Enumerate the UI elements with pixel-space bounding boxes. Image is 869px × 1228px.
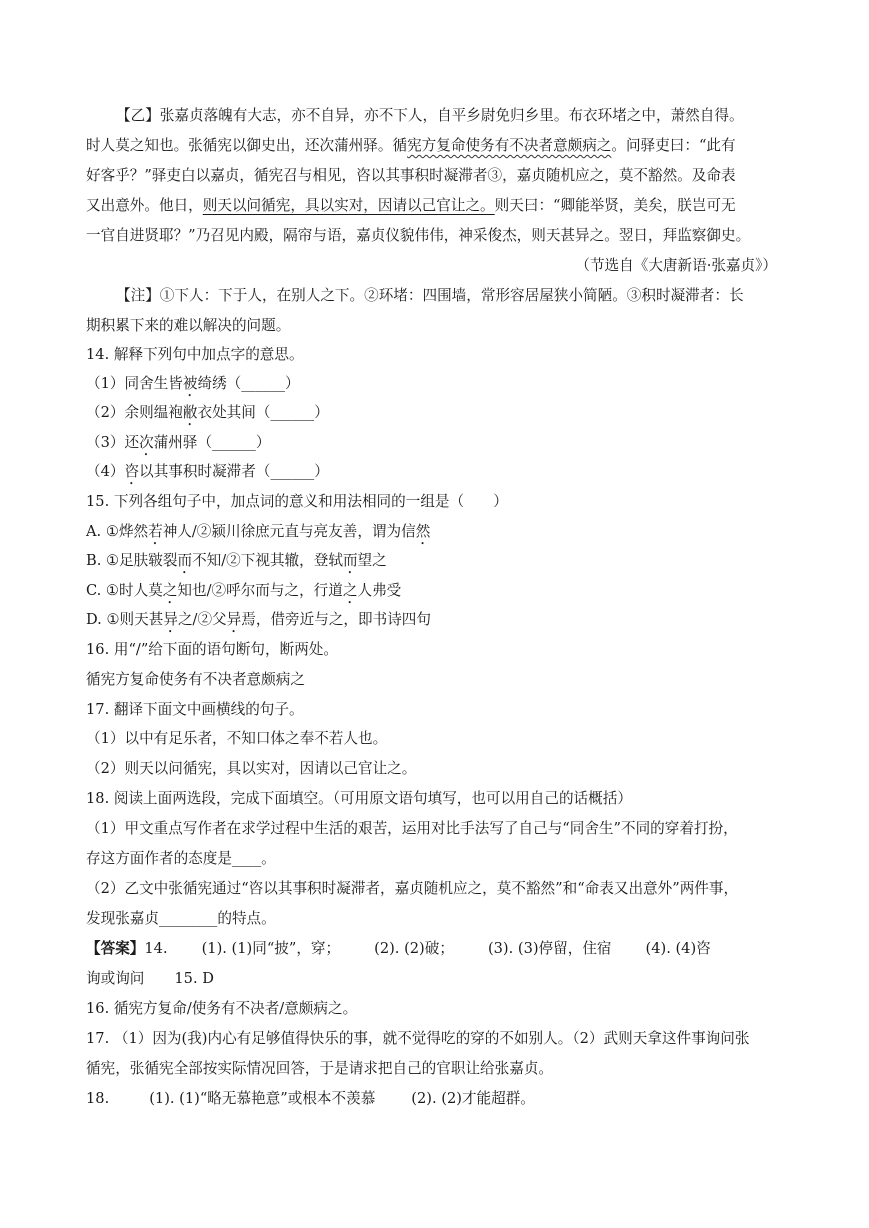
item-text: 蒲州驿（______） bbox=[153, 434, 271, 451]
dotted-char: 次 bbox=[139, 434, 154, 451]
passage-line-5: 一官自进贤耶？”乃召见内殿，隔帘与语，嘉贞仪貌伟伟，神采俊杰，则天甚异之。翌日，拜监察御史。 bbox=[86, 227, 751, 244]
question-18-part-2-line-2: 发现张嘉贞________的特点。 bbox=[86, 910, 276, 927]
item-text: 绮绣（______） bbox=[197, 375, 300, 392]
answer-tag: 【答案】 bbox=[86, 940, 145, 957]
question-18-part-2-line-1: （2）乙文中张循宪通过“咨以其事积时凝滞者，嘉贞随机应之，莫不豁然”和“命表又出意外”两件事， bbox=[86, 880, 739, 897]
dotted-char: 然 bbox=[415, 523, 431, 540]
item-text: 以其事积时凝滞者（______） bbox=[139, 463, 329, 480]
answer-14-item-4: (4). (4)咨 bbox=[645, 940, 711, 957]
answer-17-line-1: 17. （1）因为(我)内心有足够值得快乐的事，就不觉得吃的穿的不如别人。（2）武则天拿这件事询问张 bbox=[86, 1030, 750, 1047]
answer-14-item-1: (1). (1)同“披”，穿； bbox=[201, 940, 341, 957]
question-15-stem: 15. 下列各组句子中，加点词的意义和用法相同的一组是（ ） bbox=[86, 493, 508, 510]
option-text: 人弗受 bbox=[357, 582, 402, 599]
question-16-stem: 16. 用“/”给下面的语句断句，断两处。 bbox=[86, 641, 338, 658]
passage-line-2 bbox=[86, 136, 736, 156]
answer-18 bbox=[86, 1089, 535, 1109]
passage-line-4 bbox=[86, 196, 736, 216]
option-text: C. ①时人莫 bbox=[86, 582, 163, 599]
option-text: 神人/②颍川徐庶元直与亮友善，谓为信 bbox=[162, 523, 416, 540]
answer-18-item-2: (2). (2)才能超群。 bbox=[411, 1090, 535, 1107]
dotted-char: 咨 bbox=[124, 463, 140, 480]
answer-14-item-2: (2). (2)破； bbox=[374, 940, 454, 957]
dotted-char: 异 bbox=[163, 611, 178, 628]
answer-14-item-4-cont: 询或询问 bbox=[86, 970, 145, 987]
dotted-char: 异 bbox=[226, 611, 242, 628]
item-text: （1）同舍生皆 bbox=[86, 375, 183, 392]
item-text: （2）余则缊袍 bbox=[86, 404, 183, 421]
question-14-item-1 bbox=[86, 374, 300, 400]
question-15-option-a bbox=[86, 522, 430, 548]
notes-line-2: 期积累下来的难以解决的问题。 bbox=[86, 317, 291, 334]
option-text: 焉，借旁近与之，即书诗四句 bbox=[241, 611, 431, 628]
answer-14-continued bbox=[86, 969, 214, 989]
question-14-item-4 bbox=[86, 462, 329, 488]
question-18-part-1-line-2: 存这方面作者的态度是____。 bbox=[86, 850, 276, 867]
item-text: （3）还 bbox=[86, 434, 140, 451]
passage-text: 时人莫之知也。张循宪以御史出，还次蒲州驿。循 bbox=[86, 137, 408, 154]
dotted-char: 而 bbox=[177, 552, 193, 569]
answer-14-item-3: (3). (3)停留，住宿 bbox=[487, 940, 612, 957]
question-15-option-c bbox=[86, 581, 401, 607]
answer-18-item-1: (1). (1)“略无慕艳意”或根本不羡慕 bbox=[149, 1090, 376, 1107]
question-14-item-2 bbox=[86, 403, 329, 429]
item-text: 衣处其间（______） bbox=[197, 404, 329, 421]
wavy-underlined-sentence: 宪方复命使务有不决者意颇病之 bbox=[407, 137, 612, 154]
question-14-stem: 14. 解释下列句中加点字的意思。 bbox=[86, 346, 304, 363]
underlined-sentence: 则天以问循宪，具以实对，因请以己官让之。 bbox=[202, 197, 495, 214]
answer-number: 18. bbox=[86, 1090, 110, 1107]
dotted-char: 而 bbox=[342, 552, 358, 569]
option-text: A. ①烨然 bbox=[86, 523, 149, 540]
question-16-text: 循宪方复命使务有不决者意颇病之 bbox=[86, 671, 305, 688]
passage-line-3: 好客乎？”驿吏白以嘉贞，循宪召与相见，咨以其事积时凝滞者③，嘉贞随机应之，莫不豁然。及命表 bbox=[86, 167, 736, 184]
dotted-char: 若 bbox=[148, 523, 163, 540]
option-text: D. ①则天甚 bbox=[86, 611, 164, 628]
option-text: 不知/②下视其辙，登轼 bbox=[192, 552, 343, 569]
question-15-option-b bbox=[86, 551, 387, 577]
answer-17-line-2: 循宪，张循宪全部按实际情况回答，于是请求把自己的官职让给张嘉贞。 bbox=[86, 1060, 554, 1077]
question-15-option-d bbox=[86, 610, 431, 636]
answer-16: 16. 循宪方复命/使务有不决者/意颇病之。 bbox=[86, 1000, 358, 1017]
option-text: 知也/②呼尔而与之，行道 bbox=[177, 582, 343, 599]
question-18-stem: 18. 阅读上面两选段，完成下面填空。（可用原文语句填写，也可以用自己的话概括） bbox=[86, 790, 632, 807]
dotted-char: 之 bbox=[162, 582, 178, 599]
passage-line-1: 【乙】张嘉贞落魄有大志，亦不自异，亦不下人，自平乡尉免归乡里。布衣环堵之中，萧然自得。 bbox=[116, 107, 744, 124]
passage-source: （节选自《大唐新语·张嘉贞》） bbox=[575, 257, 777, 274]
answer-number: 14. bbox=[144, 940, 168, 957]
option-text: 之/②父 bbox=[177, 611, 227, 628]
item-text: （4） bbox=[86, 463, 125, 480]
answer-14-line bbox=[86, 939, 711, 959]
passage-text: 又出意外。他日， bbox=[86, 197, 203, 214]
option-text: 望之 bbox=[357, 552, 387, 569]
option-text: B. ①足肤皲裂 bbox=[86, 552, 178, 569]
question-14-item-3 bbox=[86, 433, 270, 459]
dotted-char: 被 bbox=[182, 375, 198, 392]
question-17-sentence-1: （1）以中有足乐者，不知口体之奉不若人也。 bbox=[86, 730, 388, 747]
question-17-stem: 17. 翻译下面文中画横线的句子。 bbox=[86, 701, 304, 718]
answer-15: 15. D bbox=[174, 970, 214, 987]
dotted-char: 之 bbox=[342, 582, 358, 599]
dotted-char: 敝 bbox=[182, 404, 198, 421]
question-18-part-1-line-1: （1）甲文重点写作者在求学过程中生活的艰苦，运用对比手法写了自己与“同舍生”不同的穿着打扮， bbox=[86, 820, 738, 837]
passage-text: 则天曰：“卿能举贤，美矣，朕岂可无 bbox=[494, 197, 736, 214]
notes-line-1: 【注】①下人：下于人，在别人之下。②环堵：四围墙，常形容居屋狭小简陋。③积时凝滞者：长 bbox=[116, 287, 744, 304]
passage-text: 。问驿吏曰：“此有 bbox=[611, 137, 736, 154]
question-17-sentence-2: （2）则天以问循宪，具以实对，因请以己官让之。 bbox=[86, 760, 417, 777]
